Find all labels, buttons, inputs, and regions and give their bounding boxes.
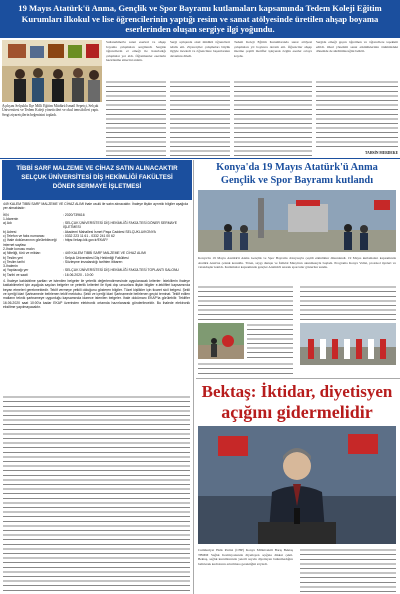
field-value: : Akademi Mahallesi İsmet Paşa Caddesi SELÇUKLU/KONYA [63, 229, 156, 234]
field-key: a) Adı [3, 221, 12, 226]
top-article-column-2-text [170, 80, 230, 156]
top-article-column-4-text [316, 80, 398, 150]
field-key: 2-İhale konusu malın [3, 246, 35, 251]
top-article-column-1-text [106, 80, 166, 156]
tender-field [3, 238, 190, 247]
tender-field [3, 273, 190, 277]
field-key: c) Teslim tarihi [3, 259, 25, 264]
parliament-speaker-photo-image [198, 426, 396, 544]
field-key: ç) İhale dokümanının görülebileceği internet sayfası [3, 238, 57, 247]
field-key: 1-İdarenin [3, 216, 19, 221]
field-key: b) Teslim yeri [3, 255, 23, 260]
konya-article-body: Konya'da 19 Mayıs Atatürk'ü Anma Gençlik ve Spor Bayramı dolayısıyla çeşitli etkinlikler düzenlendi. 19 Mayıs kutlamaları kapsamında Atatürk Anıtı'na çelenk konuldu. Tören, saygı duruşu ve İstiklal Marşı'nın okunmasıyla başladı. Programa Konya Valisi, protokol üyeleri ve vatandaşlar katıldı. Kutlamalar kapsamında gençler Atatürk'ü anarak sporcular gösteriler sundu. [198, 256, 396, 270]
top-article-column-2: Sergi açılışında okul müdürü öğrencileri tebrik etti. Ziyaretçiler çalışmaları büyük ilgiyle inceledi ve öğrencilere başarılarının devamını diledi. [170, 40, 230, 58]
top-article-column-3: Tedem Koleji Eğitim Kurumlarında sanat atölyesi çalışmaları yıl boyunca devam etti. Öğrenciler ahşap üzerine çeşitli motifler işleyerek özgün eserler ortaya koydu. [234, 40, 312, 58]
field-value: : https://ekap.kik.gov.tr/EKAP/ [63, 238, 108, 243]
top-article-column-3-text [234, 80, 312, 156]
field-key: a) Niteliği, türü ve miktarı [3, 251, 41, 256]
field-key: 3-İhalenin [3, 264, 18, 269]
field-value: : Selçuk Üniversitesi Diş Hekimliği Fakültesi [63, 255, 129, 260]
exhibition-photo-image [2, 40, 102, 102]
konya-article-photo [198, 190, 396, 252]
tender-ad-title-line-1: TİBBİ SARF MALZEME VE CİHAZ SATIN ALINACAKTIR [16, 165, 178, 172]
field-value: : Sözleşme imzalandığı tarihten itibaren [63, 259, 123, 264]
field-key: a) Yapılacağı yer [3, 268, 29, 273]
konya-article-text-3 [247, 323, 293, 359]
bektas-article-body: Cumhuriyet Halk Partisi (CHP) Konya Milletvekili Barış Bektaş TBMM Sağlık Komisyonunda diyetisyen açığına dikkat çekti. Bektaş, sağlık kurumlarında yeterli sayıda diyetisyen bulunmadığını belirterek kadroların artırılması gerektiğini söyledi. [198, 548, 293, 566]
top-article-author: TAHSİN MERDEKE [365, 151, 398, 155]
bektas-article-text [300, 548, 396, 592]
tender-ad-continued-text [3, 395, 190, 591]
top-article-column-4: Sergide emeği geçen öğretmen ve öğrencilere teşekkür edildi. Okul yönetimi sanat etkinliklerinin önümüzdeki dönemde de sürdürüleceğini belirtti. [316, 40, 398, 54]
tender-ad-title-line-2: SELÇUK ÜNİVERSİTESİ DİŞ HEKİMLİĞİ FAKÜLTESİ [21, 174, 173, 181]
top-photo-caption: Açılışını Selçuklu İlçe Milli Eğitim Müdürü İsmail Sepetçi, Selçuk Üniversitesi ve Tedem Koleji yöneticileri ve okul temsilcileri yaptı. Sergi ziyaretçilerin beğenisini topladı. [2, 104, 99, 117]
konya-article-photo-small-2 [300, 323, 396, 365]
field-key: b) Tarihi ve saati [3, 272, 28, 277]
field-value: : SELÇUK ÜNİVERSİTESİ DİŞ HEKİMLİĞİ FAKÜLTESİ DÖNER SERMAYE İŞLETMESİ [63, 221, 178, 230]
bektas-article-photo [198, 426, 396, 544]
field-value: : SELÇUK ÜNİVERSİTESİ DİŞ HEKİMLİĞİ FAKÜLTESİ TOPLANTI SALONU [63, 268, 179, 273]
bektas-headline-line-2: açığını gidermelidir [221, 402, 373, 422]
tender-ad-conditions: 4. İhaleye katılabilme şartları ve istenilen belgeler ile yeterlik değerlendirmesinde uygulanacak kriterler: İsteklilerin ihaleye katılabilmeleri için aşağıda sayılan belgeler ve yeterlik kriterleri ile fiyat dışı unsurlara ilişkin bilgiler e-teklifleri kapsamında beyan etmeleri gerekmektedir. Teklif vermeye yetkili olduğunu gösteren bilgiler. Tüzel kişilikler için ticaret sicil belgesi. Şekli ve içeriği İdari Şartnamede belirlenen teklif mektubu. Şekli ve içeriği İdari Şartnamede belirlenen geçici teminat. Teklif edilen malların teknik şartnameye uygunluğu kapsamında idarece istenilen belgeler. İhale dokümanı EKAP'ta görülebilir. Teklifler 16.06.2020 saat 10:00'a kadar EKAP üzerinden elektronik ortamda hazırlanarak gönderilecektir. Bu ihalede elektronik eksiltme yapılmayacaktır. [3, 279, 190, 309]
tender-ad-title-line-3: DÖNER SERMAYE İŞLETMESİ [52, 183, 142, 190]
wreath-photo-image [198, 323, 244, 359]
field-value: : 0332 223 11 61 - 0332 241 00 62 [63, 234, 115, 239]
tender-field [3, 221, 190, 230]
konya-article-text [198, 285, 293, 321]
field-value: : 16.06.2020 - 10:00 [63, 272, 94, 277]
article-divider [196, 378, 400, 379]
konya-article-text-4 [198, 362, 293, 374]
parade-photo-image [300, 323, 396, 365]
top-article-photo [2, 40, 102, 102]
ceremony-photo-image [198, 190, 396, 252]
tender-ad-body [3, 202, 190, 309]
section-divider [0, 158, 400, 159]
header-banner [0, 0, 400, 38]
bektas-headline-line-1: Bektaş: İktidar, diyetisyen [201, 382, 393, 401]
top-article-column-1: Sultanahmet'te sanat eserleri ve ahşap boyama çalışmaları sergilendi. Sergide öğrencilerin el emeği ile hazırladığı çalışmalar yer aldı. Öğretmenler eserlerin hazırlanma sürecini anlattı. [106, 40, 166, 63]
konya-article-text-2 [300, 285, 396, 321]
header-headline: 19 Mayıs Atatürk'ü Anma, Gençlik ve Spor Bayramı kutlamaları kapsamında Tedem Koleji Eğitim Kurumları ilkokul ve lise öğrencilerinin yaptığı resim ve sanat atölyesinde üretilen ahşap boyama eserlerinden oluşan sergiye ilgi yoğundu. [18, 3, 382, 34]
konya-article-photo-small-1 [198, 323, 244, 359]
field-value: : 449 KALEM TIBBİ SARF MALZEME VE CİHAZ ALIMI [63, 251, 146, 256]
tender-ad-title [2, 160, 192, 200]
tender-ad-intro: 449 KALEM TIBBİ SARF MALZEME VE CİHAZ ALIMI ihale usulü ile satın alınacaktır. İhaleye ilişkin ayrıntılı bilgiler aşağıda yer almaktadır: [3, 202, 188, 211]
column-divider [193, 160, 194, 594]
field-key: b) Adresi [3, 229, 17, 234]
field-key: İKN [3, 212, 9, 217]
field-value: : 2020/739616 [63, 212, 85, 217]
field-key: c) Telefon ve faks numarası [3, 234, 45, 239]
konya-article-headline: Konya'da 19 Mayıs Atatürk'ü Anma Gençlik ve Spor Bayramı kutlandı [216, 162, 378, 186]
